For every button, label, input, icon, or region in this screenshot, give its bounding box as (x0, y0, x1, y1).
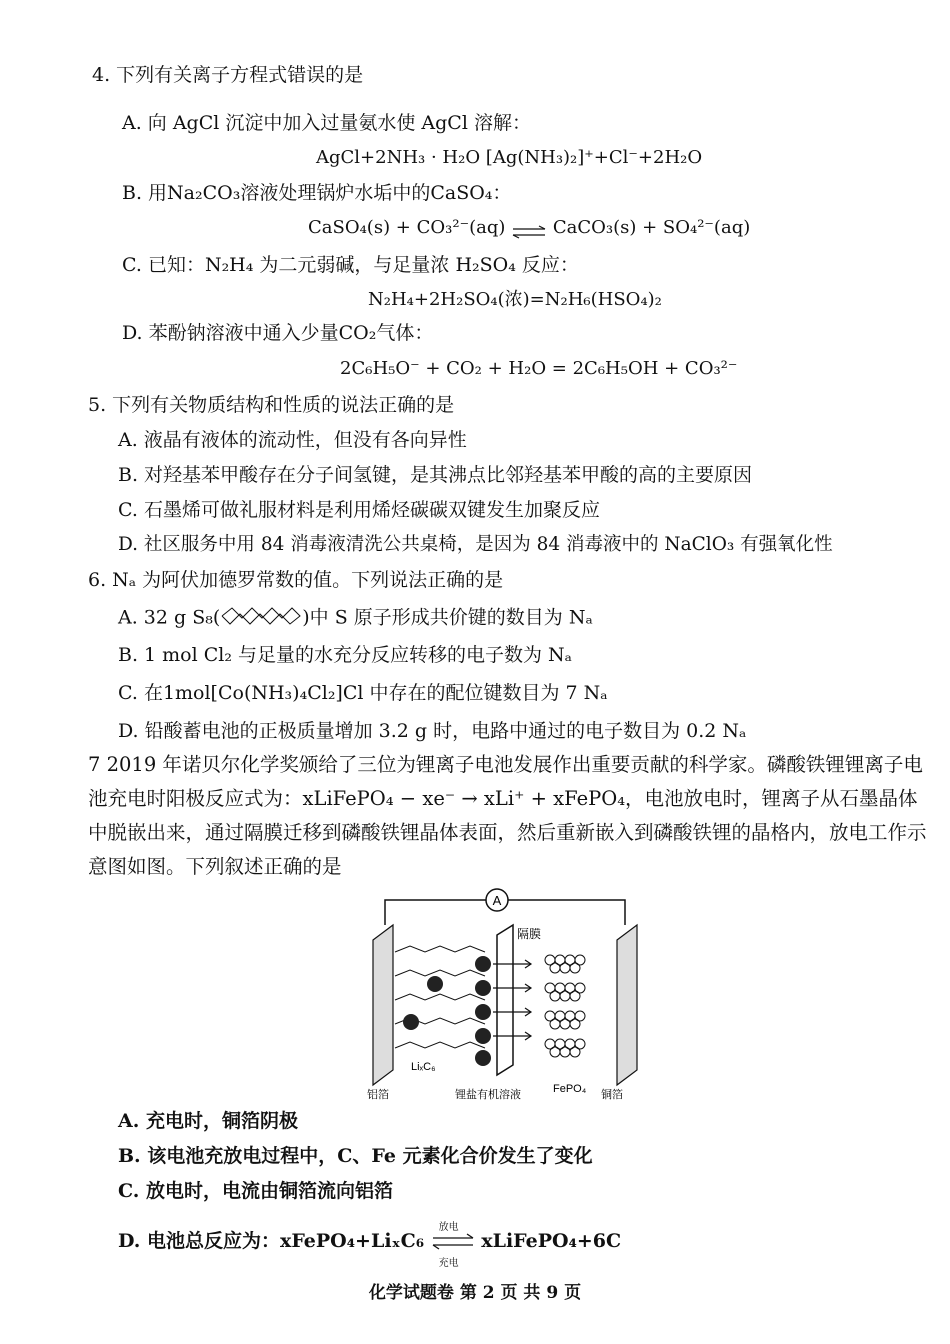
discharge-label: 放电 (438, 1222, 459, 1233)
separator-label: 隔膜 (517, 927, 542, 941)
q4-stem: 4. 下列有关离子方程式错误的是 (92, 64, 364, 86)
q4-option-a: A. 向 AgCl 沉淀中加入过量氨水使 AgCl 溶解： (122, 112, 531, 134)
q4-equation-b-left: CaSO₄(s) + CO₃²⁻(aq) (308, 217, 506, 238)
q4-option-c: C. 已知：N₂H₄ 为二元弱碱，与足量浓 H₂SO₄ 反应： (122, 254, 579, 276)
q4-equation-b (308, 215, 750, 241)
q6-option-b: B. 1 mol Cl₂ 与足量的水充分反应转移的电子数为 Nₐ (118, 644, 573, 666)
cathode-material-label: FePO₄ (553, 1083, 587, 1095)
q6-option-a-post: )中 S 原子形成共价键的数目为 Nₐ (302, 606, 593, 629)
q4-equation-a: AgCl+2NH₃ · H₂O [Ag(NH₃)₂]⁺+Cl⁻+2H₂O (316, 147, 703, 168)
ammeter-label: A (492, 893, 502, 908)
s8-ring-icon (220, 604, 302, 633)
q5-option-b: B. 对羟基苯甲酸存在分子间氢键，是其沸点比邻羟基苯甲酸的高的主要原因 (118, 464, 753, 486)
charge-label: 充电 (438, 1258, 459, 1269)
q7-option-d-pre: D. 电池总反应为：xFePO₄+LiₓC₆ (118, 1230, 425, 1252)
q7-stem: 7 2019 年诺贝尔化学奖颁给了三位为锂离子电池发展作出重要贡献的科学家。磷酸铁锂锂离子电池充电时阳极反应式为：xLiFePO₄ − xe⁻ → xLi⁺ + xFePO₄，电池放电时，锂离子从石墨晶体中脱嵌出来，通过隔膜迁移到磷酸铁锂晶体表面，然后重新嵌入到磷酸铁锂的晶格内，放电工作示意图如图。下列叙述正确的是 (88, 753, 927, 878)
q4-option-d: D. 苯酚钠溶液中通入少量CO₂气体： (122, 322, 434, 344)
q7-option-a: A. 充电时，铜箔阴极 (118, 1110, 298, 1132)
q6-option-c: C. 在1mol[Co(NH₃)₄Cl₂]Cl 中存在的配位键数目为 7 Nₐ (118, 682, 608, 704)
q5-option-c: C. 石墨烯可做礼服材料是利用烯烃碳碳双键发生加聚反应 (118, 499, 600, 521)
q6-option-a-pre: A. 32 g S₈( (118, 606, 221, 629)
left-foil-label: 铝箔 (367, 1089, 389, 1101)
battery-diagram (355, 880, 655, 1114)
q4-option-b: B. 用Na₂CO₃溶液处理锅炉水垢中的CaSO₄： (122, 182, 512, 204)
reversible-arrow-icon (431, 1222, 475, 1269)
q6-option-a (118, 604, 593, 633)
q6-option-d: D. 铅酸蓄电池的正极质量增加 3.2 g 时，电路中通过的电子数目为 0.2 Nₐ (118, 720, 747, 742)
q5-option-a: A. 液晶有液体的流动性，但没有各向异性 (118, 429, 467, 451)
q4-equation-b-right: CaCO₃(s) + SO₄²⁻(aq) (552, 217, 751, 238)
q7-option-c: C. 放电时，电流由铜箔流向铝箔 (118, 1180, 394, 1202)
equilibrium-arrow-icon (511, 221, 547, 235)
right-foil-label: 铜箔 (601, 1089, 623, 1101)
page-footer: 化学试题卷 第 2 页 共 9 页 (368, 1283, 582, 1303)
anode-material-label: LiₓC₆ (411, 1061, 436, 1073)
q5-stem: 5. 下列有关物质结构和性质的说法正确的是 (88, 394, 455, 416)
q7-option-d (118, 1222, 622, 1269)
q5-option-d: D. 社区服务中用 84 消毒液清洗公共桌椅，是因为 84 消毒液中的 NaClO₃ 有强氧化性 (118, 534, 833, 555)
q7-option-b: B. 该电池充放电过程中，C、Fe 元素化合价发生了变化 (118, 1145, 593, 1167)
electrolyte-label: 锂盐有机溶液 (455, 1089, 521, 1101)
q6-stem: 6. Nₐ 为阿伏加德罗常数的值。下列说法正确的是 (88, 569, 504, 591)
q4-equation-c: N₂H₄+2H₂SO₄(浓)=N₂H₆(HSO₄)₂ (368, 289, 662, 310)
q4-equation-d: 2C₆H₅O⁻ + CO₂ + H₂O = 2C₆H₅OH + CO₃²⁻ (340, 358, 738, 379)
q7-option-d-post: xLiFePO₄+6C (481, 1230, 622, 1252)
